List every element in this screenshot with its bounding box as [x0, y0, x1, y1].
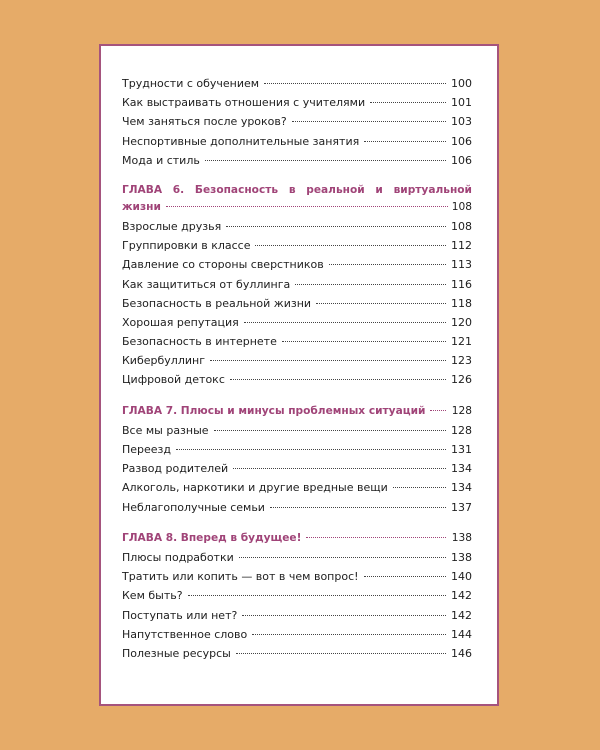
toc-entry-page: 108	[451, 219, 472, 233]
dot-leader	[236, 653, 446, 654]
chapter-8-page: 138	[451, 531, 472, 544]
toc-entry-title: Плюсы подработки	[122, 550, 234, 564]
dot-leader	[210, 360, 446, 361]
chapter-8-title: ГЛАВА 8. Вперед в будущее!	[122, 531, 302, 544]
toc-entry	[122, 74, 472, 93]
dot-leader	[364, 576, 446, 577]
dot-leader	[230, 379, 446, 380]
toc-entry-title: Давление со стороны сверстников	[122, 258, 324, 272]
dot-leader	[252, 634, 446, 635]
toc-entry-title: Мода и стиль	[122, 153, 200, 167]
toc-group-4	[122, 548, 472, 663]
chapter-6-title-line1	[122, 182, 472, 199]
toc-entry-page: 128	[451, 423, 472, 437]
table-of-contents	[122, 74, 472, 663]
toc-entry-title: Тратить или копить — вот в чем вопрос!	[122, 570, 359, 584]
dot-leader	[226, 226, 446, 227]
chapter-6-title-line2: жизни	[122, 200, 161, 213]
toc-entry-title: Безопасность в реальной жизни	[122, 296, 312, 310]
chapter-7-heading	[122, 402, 472, 421]
toc-entry-page: 113	[451, 258, 472, 272]
toc-entry-page: 112	[451, 239, 472, 253]
toc-entry-page: 146	[451, 646, 472, 660]
dot-leader	[205, 160, 446, 161]
toc-group-2	[122, 217, 472, 390]
toc-entry-title: Как выстраивать отношения с учителями	[122, 96, 366, 110]
toc-entry	[122, 217, 472, 236]
toc-entry-title: Группировки в классе	[122, 239, 251, 253]
toc-entry	[122, 132, 472, 151]
chapter-6-word: Безопасность	[194, 183, 279, 196]
dot-leader	[166, 206, 448, 207]
toc-entry-title: Кем быть?	[122, 589, 183, 603]
chapter-8-heading	[122, 529, 472, 548]
chapter-6-word: виртуальной	[393, 183, 472, 196]
toc-entry	[122, 548, 472, 567]
book-page	[99, 44, 499, 706]
toc-entry-title: Поступать или нет?	[122, 608, 238, 622]
toc-entry	[122, 498, 472, 517]
toc-entry-page: 118	[451, 296, 472, 310]
dot-leader	[393, 487, 446, 488]
toc-entry-title: Взрослые друзья	[122, 219, 222, 233]
toc-entry-title: Безопасность в интернете	[122, 335, 277, 349]
toc-entry-page: 144	[451, 627, 472, 641]
toc-entry	[122, 459, 472, 478]
toc-entry-page: 126	[451, 373, 472, 387]
toc-entry-title: Полезные ресурсы	[122, 646, 231, 660]
toc-entry-page: 123	[451, 354, 472, 368]
toc-entry	[122, 351, 472, 370]
toc-entry	[122, 112, 472, 131]
dot-leader	[244, 322, 446, 323]
toc-entry-title: Цифровой детокс	[122, 373, 225, 387]
toc-entry	[122, 313, 472, 332]
toc-entry	[122, 370, 472, 389]
toc-entry	[122, 440, 472, 459]
toc-entry	[122, 255, 472, 274]
toc-entry-page: 103	[451, 115, 472, 129]
toc-entry	[122, 275, 472, 294]
dot-leader	[306, 537, 446, 538]
dot-leader	[255, 245, 446, 246]
dot-leader	[316, 303, 446, 304]
chapter-6-page: 108	[451, 200, 472, 213]
toc-entry-page: 142	[451, 608, 472, 622]
dot-leader	[430, 410, 446, 411]
dot-leader	[292, 121, 446, 122]
dot-leader	[242, 615, 446, 616]
dot-leader	[176, 449, 446, 450]
toc-entry	[122, 332, 472, 351]
toc-entry	[122, 606, 472, 625]
dot-leader	[233, 468, 446, 469]
toc-entry	[122, 151, 472, 170]
toc-entry-title: Все мы разные	[122, 423, 209, 437]
toc-entry-page: 120	[451, 315, 472, 329]
chapter-6-word: ГЛАВА	[122, 183, 163, 196]
toc-entry	[122, 93, 472, 112]
dot-leader	[270, 507, 446, 508]
toc-entry-title: Чем заняться после уроков?	[122, 115, 287, 129]
toc-entry-title: Кибербуллинг	[122, 354, 205, 368]
dot-leader	[364, 141, 446, 142]
toc-entry-page: 116	[451, 277, 472, 291]
toc-entry-page: 140	[451, 570, 472, 584]
toc-entry	[122, 625, 472, 644]
toc-entry-title: Как защититься от буллинга	[122, 277, 291, 291]
toc-entry-page: 100	[451, 77, 472, 90]
toc-entry-page: 101	[451, 96, 472, 110]
toc-entry-title: Неблагополучные семьи	[122, 500, 265, 514]
dot-leader	[295, 284, 446, 285]
toc-entry-title: Переезд	[122, 443, 172, 456]
toc-entry	[122, 421, 472, 440]
toc-entry-page: 134	[451, 481, 472, 495]
toc-entry	[122, 236, 472, 255]
toc-entry	[122, 567, 472, 586]
toc-entry-title: Развод родителей	[122, 462, 229, 476]
toc-group-1	[122, 74, 472, 170]
chapter-6-word: реальной	[306, 183, 365, 196]
dot-leader	[282, 341, 446, 342]
toc-entry-title: Напутственное слово	[122, 627, 248, 641]
toc-entry-page: 131	[451, 443, 472, 456]
chapter-6-word: 6.	[172, 183, 185, 196]
toc-entry-title: Неспортивные дополнительные занятия	[122, 134, 360, 148]
toc-entry-page: 106	[451, 134, 472, 148]
toc-entry-page: 137	[451, 500, 472, 514]
dot-leader	[239, 557, 446, 558]
dot-leader	[370, 102, 446, 103]
dot-leader	[264, 83, 446, 84]
dot-leader	[188, 595, 446, 596]
toc-entry-page: 142	[451, 589, 472, 603]
toc-entry-page: 121	[451, 335, 472, 349]
chapter-6-word: и	[375, 183, 383, 196]
chapter-6-heading	[122, 182, 472, 217]
chapter-7-title: ГЛАВА 7. Плюсы и минусы проблемных ситуаций	[122, 404, 426, 417]
toc-entry	[122, 478, 472, 497]
toc-group-3	[122, 421, 472, 517]
toc-entry-page: 138	[451, 550, 472, 564]
toc-entry-title: Трудности с обучением	[122, 77, 260, 90]
chapter-7-page: 128	[451, 404, 472, 417]
toc-entry-page: 134	[451, 462, 472, 476]
toc-entry	[122, 644, 472, 663]
toc-entry-title: Алкоголь, наркотики и другие вредные вещи	[122, 481, 388, 495]
dot-leader	[214, 430, 446, 431]
chapter-6-word: в	[288, 183, 296, 196]
toc-entry	[122, 294, 472, 313]
toc-entry	[122, 586, 472, 605]
toc-entry-page: 106	[451, 153, 472, 167]
toc-entry-title: Хорошая репутация	[122, 315, 239, 329]
dot-leader	[329, 264, 446, 265]
